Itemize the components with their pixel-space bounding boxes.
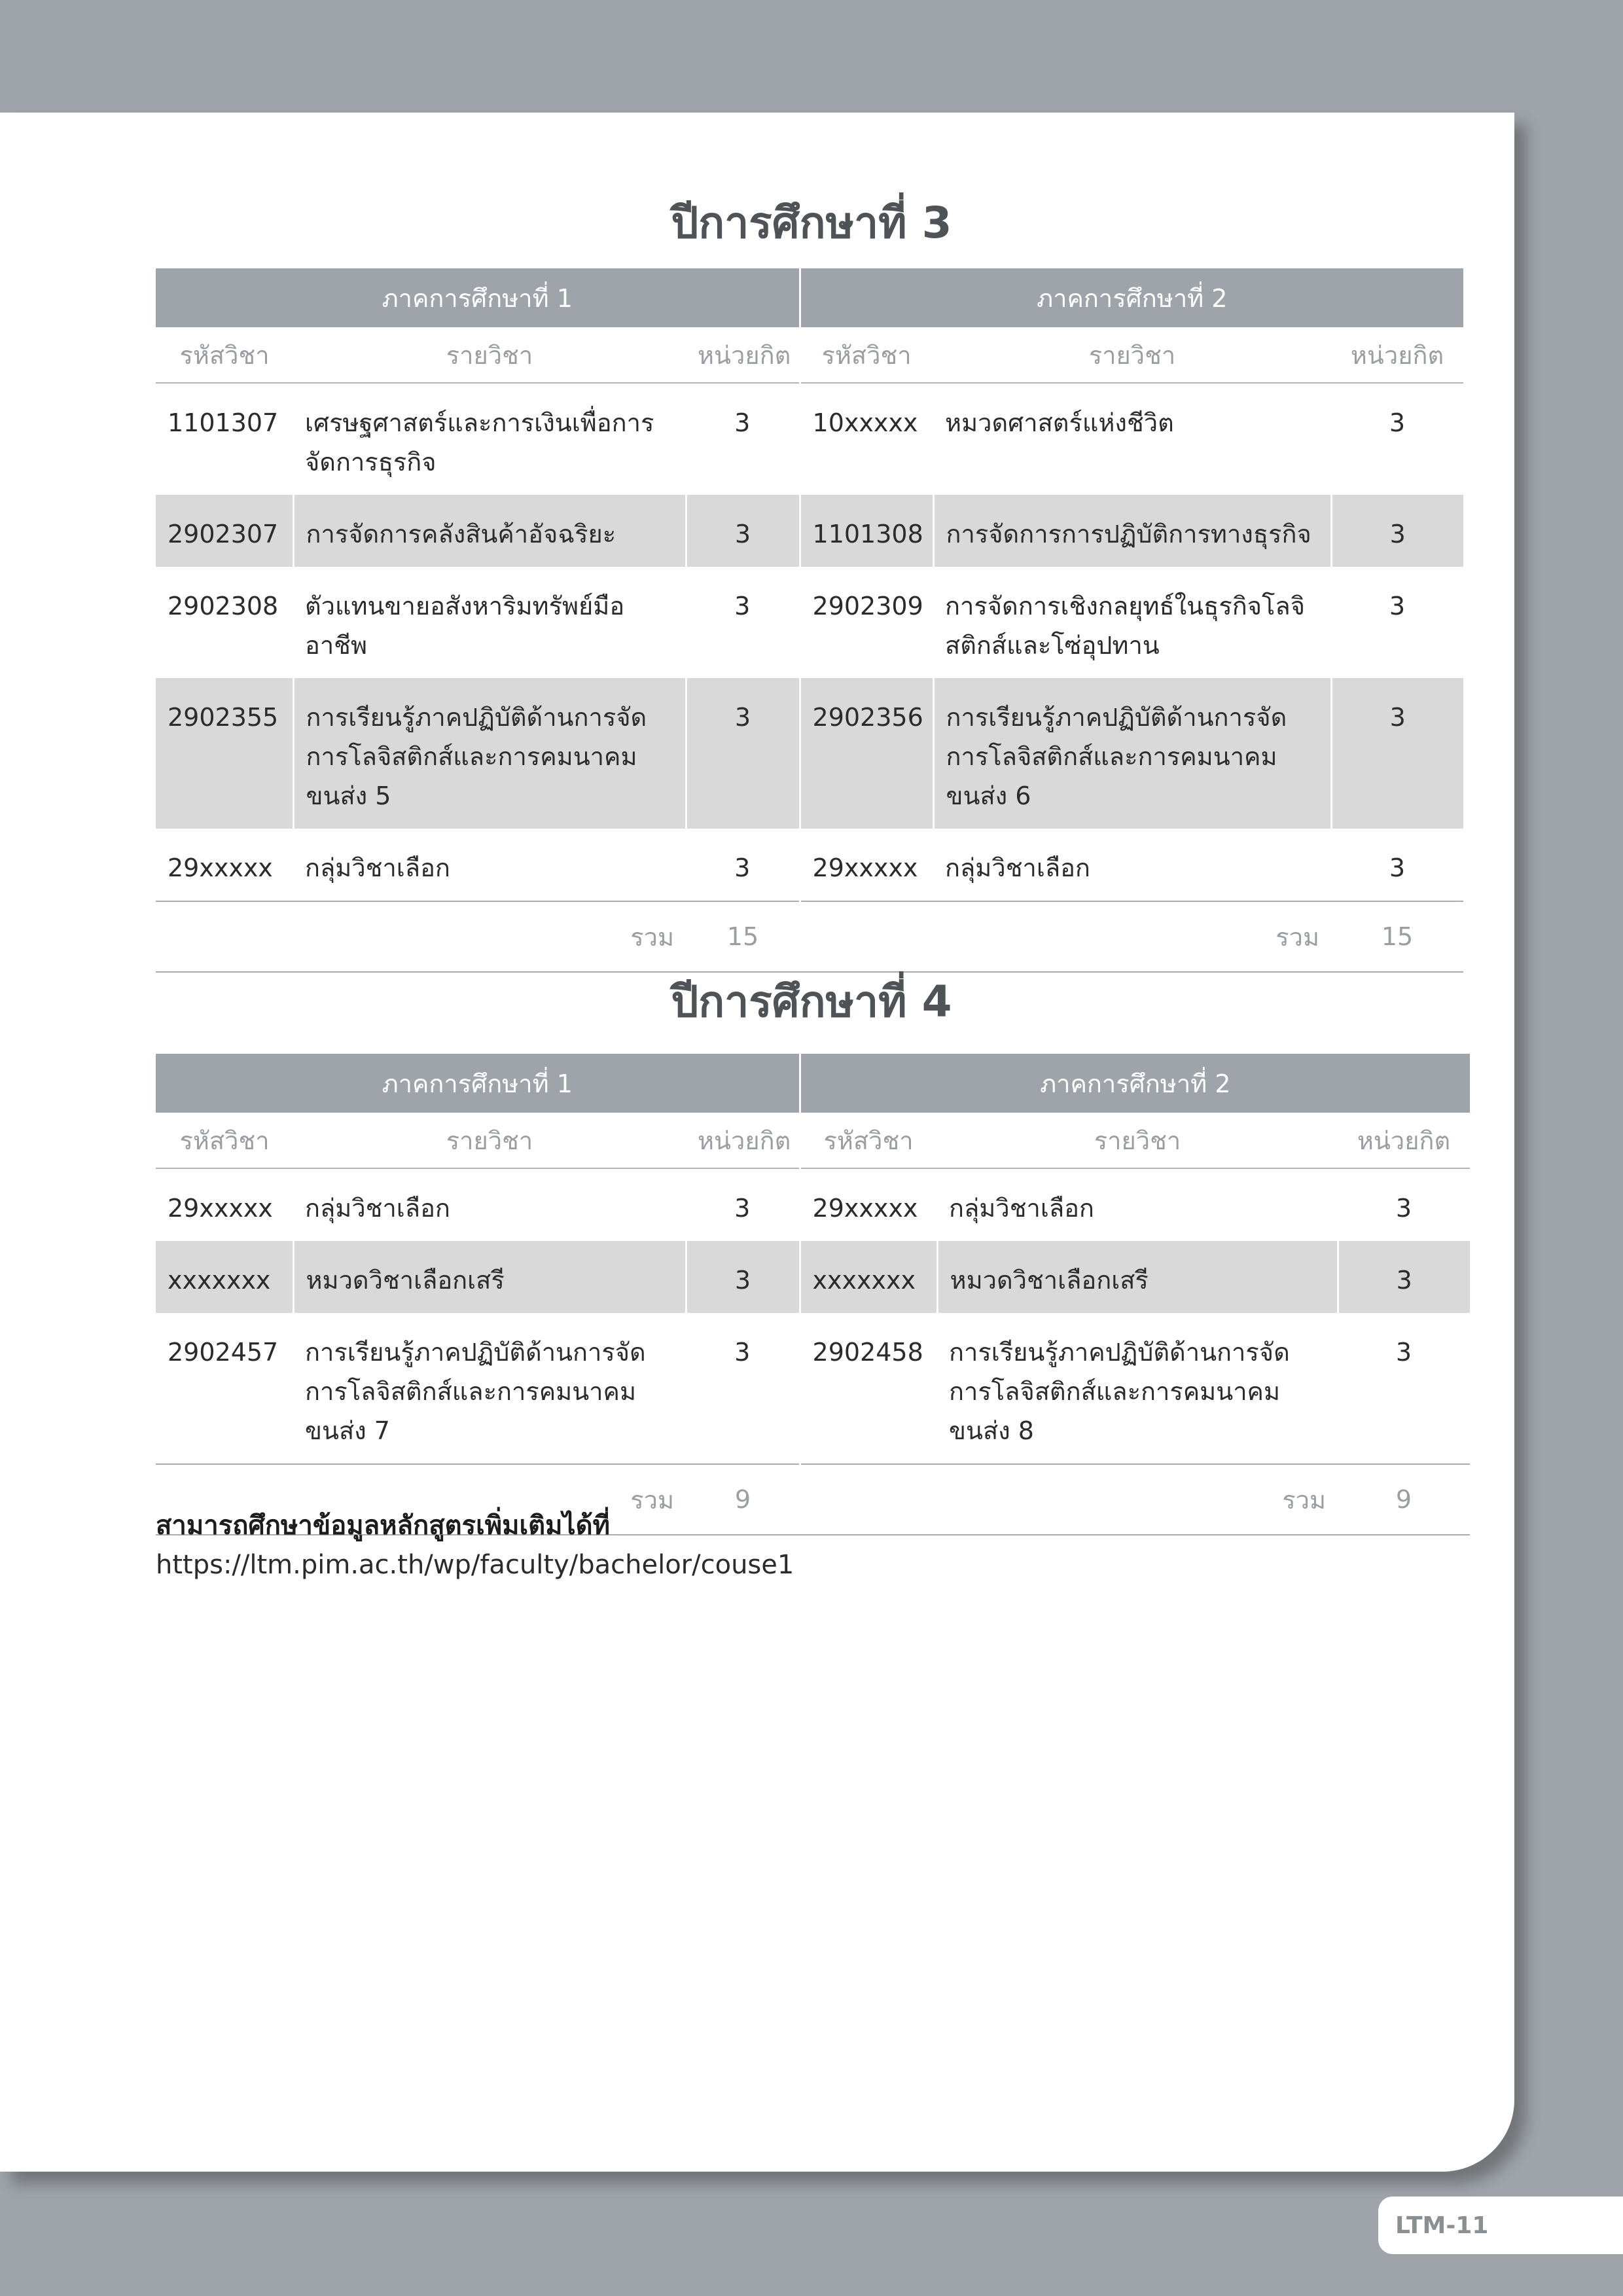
course-code: 2902307 xyxy=(156,495,293,567)
course-name: เศรษฐศาสตร์และการเงินเพื่อการจัดการธุรกิจ xyxy=(305,408,654,476)
course-code: xxxxxxx xyxy=(156,1241,293,1313)
course-code: xxxxxxx xyxy=(800,1241,937,1313)
semester-header-row xyxy=(156,268,1463,327)
year4-title: ปีการศึกษาที่ 4 xyxy=(671,977,952,1027)
course-credits: 3 xyxy=(686,1241,800,1313)
course-credits: 3 xyxy=(686,495,800,567)
course-credits: 3 xyxy=(1389,853,1406,882)
course-name: กลุ่มวิชาเลือก xyxy=(945,853,1090,882)
course-name: กลุ่มวิชาเลือก xyxy=(949,1194,1094,1223)
total-credits: 9 xyxy=(686,1464,800,1535)
table-row xyxy=(156,829,1463,901)
course-code: 29xxxxx xyxy=(800,1168,937,1241)
course-name: ตัวแทนขายอสังหาริมทรัพย์มืออาชีพ xyxy=(305,592,625,660)
semester-header-row xyxy=(156,1054,1470,1113)
course-credits: 3 xyxy=(734,408,751,437)
semester1-header: ภาคการศึกษาที่ 1 xyxy=(156,268,800,327)
course-name: กลุ่มวิชาเลือก xyxy=(305,1194,450,1223)
course-credits: 3 xyxy=(1389,592,1406,620)
course-code: 2902457 xyxy=(168,1338,279,1367)
total-credits: 15 xyxy=(686,901,800,972)
table-row xyxy=(156,567,1463,678)
semester2-header: ภาคการศึกษาที่ 2 xyxy=(800,1054,1470,1113)
course-code: 10xxxxx xyxy=(800,383,933,495)
course-code: 2902458 xyxy=(800,1313,937,1464)
year3-table xyxy=(156,268,1463,973)
table-row xyxy=(156,1313,1470,1464)
course-code: 29xxxxx xyxy=(168,853,273,882)
total-label: รวม xyxy=(156,901,686,972)
course-name: หมวดวิชาเลือกเสรี xyxy=(293,1241,686,1313)
semester1-header: ภาคการศึกษาที่ 1 xyxy=(156,1054,800,1113)
course-credits: 3 xyxy=(734,592,751,620)
credits-header: หน่วยกิต xyxy=(686,1113,800,1168)
course-code: 29xxxxx xyxy=(800,829,933,901)
course-code: 1101307 xyxy=(168,408,279,437)
table-row xyxy=(156,678,1463,829)
credits-header: หน่วยกิต xyxy=(1338,1113,1470,1168)
total-label: รวม xyxy=(800,1464,1338,1535)
course-name: การเรียนรู้ภาคปฏิบัติด้านการจัดการโลจิสติกส์และการคมนาคมขนส่ง 8 xyxy=(949,1338,1290,1445)
course-credits: 3 xyxy=(1395,1338,1412,1367)
page-number-label: LTM-11 xyxy=(1378,2197,1623,2254)
semester2-header: ภาคการศึกษาที่ 2 xyxy=(800,268,1463,327)
course-credits: 3 xyxy=(1395,1194,1412,1223)
credits-header: หน่วยกิต xyxy=(686,327,800,383)
table-row xyxy=(156,383,1463,495)
name-header: รายวิชา xyxy=(293,1113,686,1168)
total-row xyxy=(156,901,1463,972)
course-credits: 3 xyxy=(1389,408,1406,437)
course-name: หมวดวิชาเลือกเสรี xyxy=(937,1241,1338,1313)
course-name: การจัดการคลังสินค้าอัจฉริยะ xyxy=(293,495,686,567)
year4-table xyxy=(156,1054,1470,1535)
course-credits: 3 xyxy=(686,678,800,829)
more-info-url: https://ltm.pim.ac.th/wp/faculty/bachelor/couse1 xyxy=(156,1550,794,1580)
course-credits: 3 xyxy=(734,1338,751,1367)
course-name: การเรียนรู้ภาคปฏิบัติด้านการจัดการโลจิสติกส์และการคมนาคมขนส่ง 7 xyxy=(305,1338,646,1445)
column-header-row xyxy=(156,1113,1470,1168)
total-credits: 9 xyxy=(1338,1464,1470,1535)
course-name: กลุ่มวิชาเลือก xyxy=(305,853,450,882)
code-header: รหัสวิชา xyxy=(800,327,933,383)
course-code: 2902309 xyxy=(800,567,933,678)
course-credits: 3 xyxy=(734,853,751,882)
name-header: รายวิชา xyxy=(937,1113,1338,1168)
total-label: รวม xyxy=(156,1464,686,1535)
more-info-heading: สามารถศึกษาข้อมูลหลักสูตรเพิ่มเติมได้ที่ xyxy=(156,1511,610,1541)
table-row xyxy=(156,1241,1470,1313)
name-header: รายวิชา xyxy=(933,327,1331,383)
course-code: 29xxxxx xyxy=(168,1194,273,1223)
course-code: 2902308 xyxy=(168,592,279,620)
year3-title: ปีการศึกษาที่ 3 xyxy=(671,198,952,248)
course-credits: 3 xyxy=(1331,495,1463,567)
code-header: รหัสวิชา xyxy=(156,1113,293,1168)
course-credits: 3 xyxy=(1331,678,1463,829)
course-name: การจัดการเชิงกลยุทธ์ในธุรกิจโลจิสติกส์และโซ่อุปทาน xyxy=(945,592,1305,660)
credits-header: หน่วยกิต xyxy=(1331,327,1463,383)
course-code: 2902355 xyxy=(156,678,293,829)
course-name: การเรียนรู้ภาคปฏิบัติด้านการจัดการโลจิสติกส์และการคมนาคมขนส่ง 6 xyxy=(933,678,1331,829)
course-code: 2902356 xyxy=(800,678,933,829)
code-header: รหัสวิชา xyxy=(156,327,293,383)
column-header-row xyxy=(156,327,1463,383)
name-header: รายวิชา xyxy=(293,327,686,383)
course-name: หมวดศาสตร์แห่งชีวิต xyxy=(945,408,1174,437)
table-row xyxy=(156,1168,1470,1241)
total-label: รวม xyxy=(800,901,1331,972)
total-credits: 15 xyxy=(1331,901,1463,972)
table-row xyxy=(156,495,1463,567)
course-code: 1101308 xyxy=(800,495,933,567)
code-header: รหัสวิชา xyxy=(800,1113,937,1168)
course-credits: 3 xyxy=(734,1194,751,1223)
course-name: การจัดการการปฏิบัติการทางธุรกิจ xyxy=(933,495,1331,567)
course-credits: 3 xyxy=(1338,1241,1470,1313)
course-name: การเรียนรู้ภาคปฏิบัติด้านการจัดการโลจิสติกส์และการคมนาคมขนส่ง 5 xyxy=(293,678,686,829)
